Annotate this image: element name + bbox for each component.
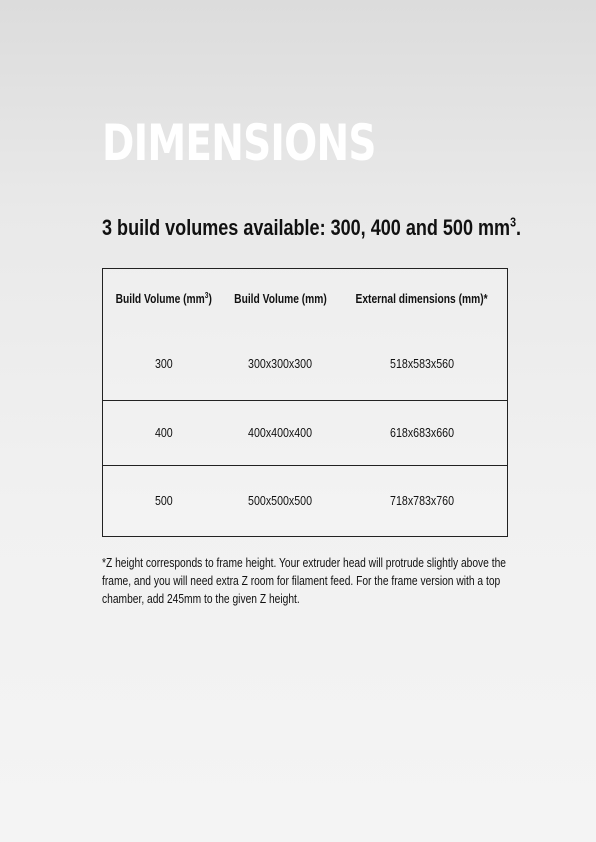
table-row	[103, 466, 508, 537]
table-row	[103, 329, 508, 401]
cell-text: 300x300x300	[248, 356, 313, 372]
cell-text: 518x583x560	[389, 356, 454, 372]
dimensions-table	[102, 268, 508, 537]
table-cell	[103, 401, 224, 466]
cell-text: 400	[154, 425, 173, 440]
page-title: DIMENSIONS	[102, 114, 376, 172]
table-cell	[337, 329, 508, 401]
table-row	[103, 401, 508, 466]
table-header-cell	[224, 269, 337, 329]
subtitle-suffix: .	[516, 215, 522, 240]
header-suffix: )	[208, 291, 212, 306]
table-cell	[103, 329, 224, 401]
table-cell	[337, 466, 508, 537]
page-subtitle	[102, 215, 521, 241]
header-text: Build Volume (mm)	[234, 291, 327, 306]
table-header-cell	[103, 269, 224, 329]
table-header-row	[103, 269, 508, 329]
cell-text: 618x683x660	[389, 425, 454, 440]
table-cell	[224, 329, 337, 401]
header-text: Build Volume (mm	[115, 291, 205, 306]
cell-text: 300	[154, 356, 173, 372]
subtitle-superscript: 3	[510, 214, 517, 230]
table-header-cell	[337, 269, 508, 329]
cell-text: 500	[154, 493, 173, 508]
footnote: *Z height corresponds to frame height. Your extruder head will protrude slightly above the frame, and you will need extra Z room for filament feed. For the frame version with a top chamber, add 245mm to the given Z height.	[102, 556, 506, 606]
table-cell	[224, 466, 337, 537]
table-cell	[337, 401, 508, 466]
header-text: External dimensions (mm)*	[355, 291, 488, 306]
subtitle-text: 3 build volumes available: 300, 400 and 500 mm	[102, 215, 511, 240]
table-cell	[103, 466, 224, 537]
cell-text: 718x783x760	[389, 493, 454, 508]
cell-text: 400x400x400	[248, 425, 313, 440]
header-superscript: 3	[204, 290, 209, 300]
table-cell	[224, 401, 337, 466]
cell-text: 500x500x500	[248, 493, 313, 508]
